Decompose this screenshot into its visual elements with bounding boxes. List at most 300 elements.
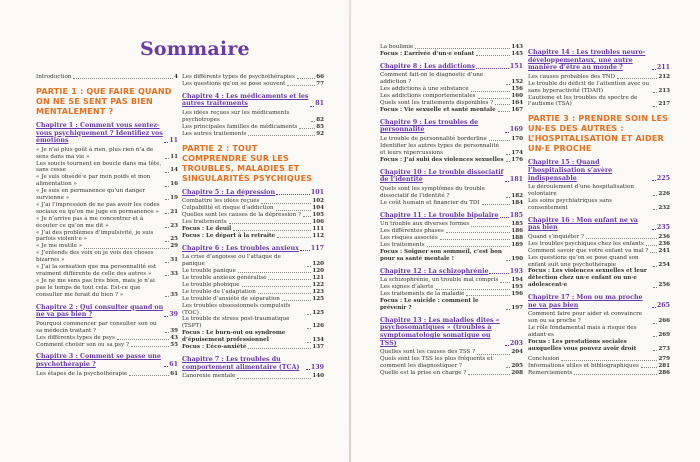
toc-chapter-entry[interactable] [528,217,670,232]
leader-dots [482,204,511,205]
entry-title: Les signes d’alerte [380,284,434,291]
entry-title: L’anorexie mentale [182,373,236,380]
entry-title: Focus : Les violences sexuelles et leur détection chez un·e enfant ou un·e adolescent·e [528,268,647,289]
entry-title: La schizophrénie, un trouble mal compris [380,277,499,284]
chapter-title: Chapitre 7 : Les troubles du comportement alimentaire (TCA) [182,355,300,371]
leader-dots [505,132,509,133]
toc-entry[interactable] [182,81,324,88]
leader-dots [653,287,657,288]
toc-entry[interactable] [380,86,523,93]
toc-entry[interactable] [380,291,523,298]
chapter-title: Chapitre 1 : Comment vous sentez-vous psychiquement ? Identifiez vos émotions [36,121,163,145]
leader-dots [129,375,169,376]
page-number: 186 [511,228,523,235]
chapter-title: Chapitre 5 : La dépression [182,188,276,196]
toc-entry[interactable] [36,216,178,230]
page-number: 160 [511,93,523,100]
leader-dots [506,367,510,368]
page-number: 137 [312,344,324,351]
leader-dots [495,104,510,105]
entry-title: Les traitements [182,218,227,225]
leader-dots [310,106,314,107]
leader-dots [586,238,657,239]
entry-title: Focus : L’arrivée d’un·e enfant [380,50,475,57]
page-number: 217 [658,101,670,108]
toc-chapter-entry[interactable] [182,356,324,371]
entry-title: Introduction [36,74,72,80]
leader-dots [478,98,511,99]
toc-entry[interactable] [380,186,523,200]
toc-column-2 [182,74,324,380]
toc-entry[interactable] [528,184,670,198]
leader-dots [306,369,310,370]
toc-entry[interactable] [36,161,178,175]
toc-entry[interactable] [380,349,523,356]
toc-chapter-entry[interactable] [380,212,523,220]
entry-title: « J’ai l’impression de ne pas avoir les codes sociaux ou qu’on me juge en permanence » [36,201,160,215]
chapter-title: Chapitre 16 : Mon enfant ne va pas bien [528,216,638,232]
page-number: 117 [310,244,324,252]
leader-dots [276,194,310,195]
leader-dots [165,158,169,159]
leader-dots [415,48,510,49]
entry-title: Les traitements [380,241,425,248]
toc-entry[interactable] [380,228,523,235]
page-number: 55 [170,341,178,348]
toc-entry[interactable] [380,277,523,284]
page-number: 256 [658,282,670,289]
toc-entry[interactable] [528,356,670,363]
leader-dots [297,78,315,79]
leader-dots [471,91,511,92]
toc-chapter-entry[interactable] [182,189,324,197]
entry-title: Les autres traitements [182,130,247,137]
entry-title: Les principales familles de médicaments [182,123,298,130]
entry-title: Quand s’inquiéter ? [528,233,584,240]
entry-title: « Je me mutile » [36,243,83,250]
toc-entry[interactable] [380,235,523,242]
toc-entry[interactable] [36,371,178,378]
leader-dots [653,195,657,196]
entry-title: Le trouble du déficit de l’attention avec ou sans hyperactivité (TDAH) [528,80,650,94]
toc-entry[interactable] [36,230,178,244]
toc-entry[interactable] [528,81,670,95]
toc-entry[interactable] [528,95,670,109]
leader-dots [500,282,510,283]
entry-title: Quels sont les traitements disponibles ? [380,100,494,107]
page-number: 225 [656,174,670,182]
toc-entry[interactable] [528,311,670,325]
toc-entry[interactable] [380,44,523,51]
entry-title: Les questions qu’on se pose souvent [182,80,286,87]
page-number: 61 [169,361,178,369]
toc-entry[interactable] [528,363,670,370]
toc-chapter-entry[interactable] [36,353,178,368]
entry-title: Le coût humain et financier du TDI [380,199,480,206]
page-number: 167 [511,106,523,113]
toc-entry[interactable] [380,200,523,207]
page-number: 120 [312,268,324,275]
toc-entry[interactable] [380,370,523,377]
page-number: 33 [170,271,178,277]
entry-title: Le trouble de stress post-traumatique (TSPT) [182,316,290,330]
toc-entry[interactable] [182,110,324,124]
leader-dots [476,68,509,69]
leader-dots [471,226,510,227]
toc-entry[interactable] [182,296,324,303]
toc-entry[interactable] [36,250,178,264]
entry-title: Le rôle fondamental mais à risque des aidant·es [528,325,637,339]
toc-entry[interactable] [528,255,670,269]
leader-dots [505,345,509,346]
entry-title: « J’ai la sensation que ma personnalité est vraiment différente de celle des autres » [36,264,157,277]
page-number: 174 [511,149,523,156]
entry-title: Focus : Le deuil [182,225,232,232]
toc-entry[interactable] [380,249,523,263]
page-number: 106 [312,218,324,225]
toc-entry[interactable] [528,198,670,212]
entry-title: Le déroulement d’une hospitalisation volontaire [528,184,634,197]
page-number: 236 [658,240,670,247]
page-number: 92 [316,130,324,137]
toc-chapter-entry[interactable] [528,294,670,309]
toc-entry[interactable] [36,243,178,250]
leader-dots [468,374,510,375]
page-number: 208 [511,369,523,376]
leader-dots [446,232,511,233]
entry-title: Conclusion [528,355,560,362]
toc-entry[interactable] [36,174,178,188]
leader-dots [653,106,657,107]
toc-entry[interactable] [182,124,324,131]
leader-dots [165,332,169,333]
entry-title: Le trouble phobique [182,281,240,288]
page-number: 11 [169,137,178,145]
toc-entry[interactable] [528,325,670,339]
leader-dots [248,135,315,136]
page-number: 279 [658,355,670,362]
toc-entry[interactable] [528,370,670,377]
leader-dots [652,180,656,181]
page-number: 266 [658,318,670,325]
page-number: 286 [658,369,670,376]
entry-title: Quelles sont les causes de la dépression ? [182,212,301,219]
leader-dots [436,289,511,290]
leader-dots [117,339,169,340]
toc-entry[interactable] [182,212,324,219]
toc-entry[interactable] [380,93,523,100]
toc-entry[interactable] [182,275,324,282]
page-number: 16 [170,181,178,188]
leader-dots [73,78,173,79]
leader-dots [165,172,169,173]
toc-chapter-entry[interactable] [380,119,523,134]
chapter-title: Chapitre 8 : Les addictions [380,62,475,70]
toc-entry[interactable] [528,234,670,241]
toc-entry[interactable] [380,356,523,370]
leader-dots [165,275,169,276]
page-number: 213 [658,87,670,94]
entry-title: Focus : Le départ à la retraite [182,232,276,239]
toc-chapter-entry[interactable] [380,63,523,71]
leader-dots [440,239,511,240]
page-number: 169 [509,126,523,134]
entry-title: Les différents types de psychothérapies [182,74,295,80]
toc-chapter-entry[interactable] [380,169,523,184]
leader-dots [476,55,510,56]
right-page [350,0,700,462]
toc-entry[interactable] [36,335,178,342]
leader-dots [505,181,509,182]
entry-title: Les troubles psychiques chez les enfants [528,240,644,247]
page-number: 123 [312,288,324,295]
leader-dots [164,316,168,317]
toc-chapter-entry[interactable] [36,122,178,145]
toc-entry[interactable] [36,342,178,349]
page-number: 189 [511,241,523,248]
page-title: Sommaire [140,38,250,60]
toc-entry[interactable] [528,74,670,81]
leader-dots [277,237,311,238]
leader-dots [165,199,169,200]
leader-dots [287,85,315,86]
leader-dots [506,161,511,162]
page-number: 232 [658,204,670,211]
page-number: 23 [170,222,178,229]
toc-entry[interactable] [380,100,523,107]
chapter-title: Chapitre 13 : Les maladies dites « psychosomatiques » (troubles à symptomatologie somatique ou TSS) [380,316,500,347]
page-number: 101 [310,188,324,196]
leader-dots [617,78,657,79]
page-number: 281 [658,362,670,369]
leader-dots [165,213,169,214]
part-heading: PARTIE 2 : TOUT COMPRENDRE SUR LES TROUBLES, MALADIES ET SINGULARITÉS PSYCHIQUES [182,143,313,183]
toc-chapter-entry[interactable] [182,93,324,108]
toc-entry[interactable] [182,74,324,81]
part-heading: PARTIE 3 : PRENDRE SOIN LES UN·ES DES AUTRES : L’HOSPITALISATION ET AIDER UN·E PROCHE [528,114,669,154]
toc-entry[interactable] [36,278,178,299]
leader-dots [303,216,311,217]
entry-title: Combattre les idées reçues [182,198,260,205]
part-heading: PARTIE 1 : QUE FAIRE QUAND ON NE SE SENT PAS BIEN MENTALEMENT ? [36,86,172,116]
entry-title: « Je suis en permanence qu’un danger survienne » [36,188,146,202]
page-number: 236 [658,233,670,240]
toc-entry[interactable] [380,284,523,291]
leader-dots [653,92,657,93]
chapter-title: Chapitre 12 : La schizophrénie [380,267,489,275]
page-number: 176 [511,156,523,163]
toc-entry[interactable] [182,303,324,317]
toc-entry[interactable] [36,321,178,335]
page-number: 125 [312,309,324,316]
page-number: 145 [511,50,523,57]
page-number: 195 [511,284,523,291]
leader-dots [84,248,169,249]
toc-entry[interactable] [36,147,178,161]
toc-chapter-entry[interactable] [528,159,670,182]
entry-title: Focus : J’ai subi des violences sexuelles [380,156,504,163]
page-number: 105 [312,212,324,219]
entry-title: « J’entends des voix ou je vois des choses bizarres » [36,250,154,264]
toc-entry[interactable] [380,298,523,312]
toc-entry[interactable] [182,233,324,240]
leader-dots [238,272,311,273]
page-number: 184 [511,199,523,206]
leader-dots [268,279,311,280]
page-number: 111 [312,225,324,232]
page-number: 14 [170,167,178,174]
leader-dots [653,209,657,210]
page-number: 241 [658,247,670,254]
toc-entry[interactable] [528,339,670,353]
leader-dots [300,250,310,251]
toc-entry[interactable] [528,268,670,289]
toc-entry[interactable] [36,188,178,202]
page-number: 19 [170,195,178,202]
toc-chapter-entry[interactable] [380,268,523,276]
leader-dots [307,314,311,315]
entry-title: Quels sont les TSS les plus fréquents et comment les diagnostiquer ? [380,356,493,369]
leader-dots [261,203,311,204]
entry-title: Remerciements [528,369,573,376]
toc-entry[interactable] [182,219,324,226]
entry-title: Les troubles obsessionnels compulsifs (TOC) [182,302,291,316]
page-number: 140 [312,373,324,380]
page-number: 77 [316,80,324,87]
page-number: 156 [511,86,523,93]
toc-entry[interactable] [182,373,324,380]
page-number: 151 [509,62,523,70]
entry-title: Les idées reçues sur les médicaments psychotropes [182,110,290,123]
entry-title: Les questions qu’on se pose quand son enfant suit une psychothérapie [528,254,639,268]
leader-dots [506,197,510,198]
toc-entry[interactable] [528,241,670,248]
page-number: 35 [170,291,178,298]
page-number: 134 [312,337,324,344]
page-number: 190 [511,255,523,262]
entry-title: Les différentes phases [380,228,444,235]
toc-entry[interactable] [380,242,523,249]
toc-entry[interactable] [36,202,178,216]
page-number: 21 [170,208,178,215]
entry-title: Le trouble d’anxiété de séparation [182,295,280,302]
toc-entry[interactable] [380,136,523,143]
leader-dots [506,154,510,155]
entry-title: Les addictions à une substance [380,86,469,93]
page-number: 205 [511,362,523,369]
leader-dots [307,342,311,343]
entry-title: La boulimie [380,44,414,50]
leader-dots [165,186,169,187]
leader-dots [242,286,312,287]
toc-entry[interactable] [182,254,324,268]
leader-dots [498,111,511,112]
leader-dots [477,354,510,355]
page-number: 31 [170,257,178,264]
toc-entry[interactable] [380,157,523,164]
leader-dots [646,245,658,246]
page-number: 112 [312,232,324,239]
page-number: 81 [315,100,324,108]
entry-title: L’autisme et les troubles du spectre de l’autisme (TSA) [528,94,638,108]
entry-title: Comment savoir que votre enfant va mal ? [528,247,649,254]
leader-dots [641,367,658,368]
leader-dots [466,295,510,296]
entry-title: « Je n’arrive pas à me concentrer et à écouter ce qu’on me dit » [36,215,144,229]
toc-entry[interactable] [182,289,324,296]
entry-title: Comment choisir son ou sa psy ? [36,341,129,348]
page-number: 235 [656,224,670,232]
leader-dots [165,241,169,242]
page-number: 273 [658,345,670,352]
toc-entry[interactable] [182,330,324,344]
toc-entry[interactable] [380,72,523,86]
page-number: 185 [509,211,523,219]
entry-title: Quels sont les symptômes du trouble dissociatif de l’identité ? [380,185,485,199]
toc-chapter-entry[interactable] [182,245,324,253]
leader-dots [276,210,312,211]
entry-title: Les étapes de la psychothérapie [36,370,128,377]
entry-title: Les risques associés [380,234,438,241]
entry-title: Quelle est la prise en charge ? [380,369,467,376]
toc-entry[interactable] [182,282,324,289]
leader-dots [164,142,168,143]
leader-dots [165,262,169,263]
toc-entry[interactable] [380,51,523,58]
entry-title: Focus : Vie sexuelle et santé mentale [380,106,496,113]
page-number: 85 [316,123,324,130]
page-number: 39 [169,311,178,319]
toc-entry[interactable] [182,316,324,330]
page-number: 125 [312,295,324,302]
toc-entry[interactable] [182,226,324,233]
leader-dots [500,217,509,218]
toc-entry[interactable] [380,143,523,157]
leader-dots [653,336,657,337]
toc-chapter-entry[interactable] [36,304,178,319]
entry-title: Les soucis tournent en boucle dans ma tête, sans cesse [36,160,162,174]
page-number: 121 [312,274,324,281]
entry-title: Focus : Les prestations sociales auxquelles vous pouvez avoir droit [528,338,637,352]
toc-entry[interactable] [182,344,324,351]
entry-title: Focus : Le suicide : comment le prévenir ? [380,297,479,311]
leader-dots [652,229,656,230]
toc-entry[interactable] [36,74,178,81]
toc-entry[interactable] [380,107,523,114]
entry-title: Culpabilité et risque d’addiction [182,205,274,212]
leader-dots [229,223,312,224]
toc-entry[interactable] [528,248,670,255]
toc-column-4 [528,44,670,377]
toc-chapter-entry[interactable] [528,49,670,72]
toc-entry[interactable] [36,264,178,278]
leader-dots [282,300,311,301]
entry-title: Le trouble anxieux généralisé [182,274,267,281]
toc-entry[interactable] [182,205,324,212]
page-number: 181 [509,176,523,184]
chapter-title: Chapitre 9 : Les troubles de personnalité [380,118,479,134]
page-number: 66 [316,74,324,80]
page-number: 226 [658,191,670,197]
chapter-title: Chapitre 15 : Quand l’hospitalisation s’avère indispensable [528,159,613,182]
toc-entry[interactable] [182,131,324,138]
toc-entry[interactable] [182,268,324,275]
entry-title: La crise d’angoisse ou l’attaque de panique [182,254,281,268]
page-number: 185 [511,221,523,228]
chapter-title: Chapitre 10 : Le trouble dissociatif de l’identité [380,168,504,184]
toc-chapter-entry[interactable] [380,317,523,347]
entry-title: Les causes probables des TND [528,73,616,80]
